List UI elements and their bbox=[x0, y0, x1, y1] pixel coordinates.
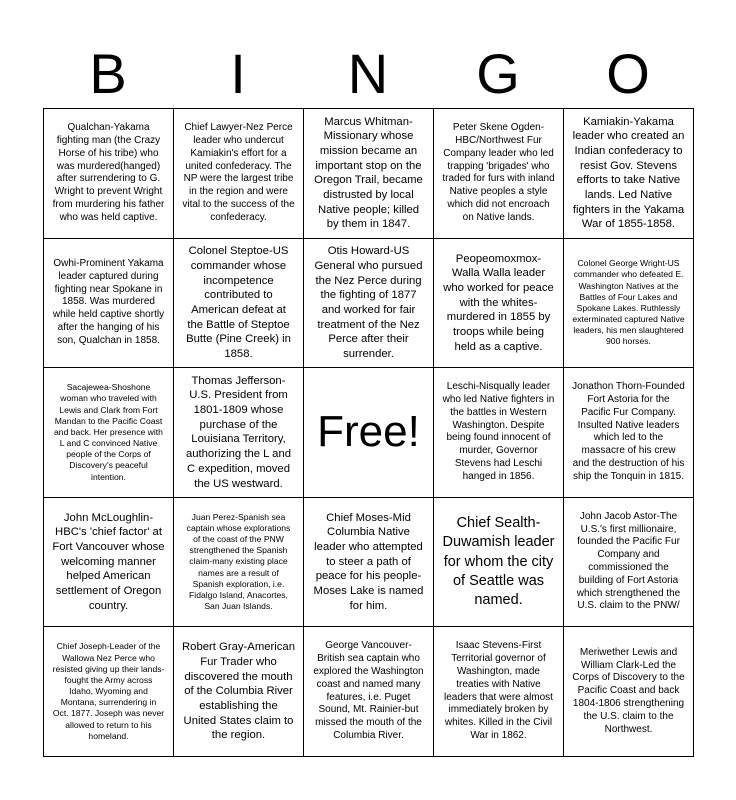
bingo-cell[interactable] bbox=[44, 239, 174, 369]
cell-text: Owhi-Prominent Yakama leader captured during fighting near Spokane in 1858. Was murdered while held captive shortly after the hanging of his son, Qualchan in 1858. bbox=[52, 258, 165, 346]
bingo-cell[interactable] bbox=[44, 498, 174, 628]
cell-text: Otis Howard-US General who pursued the Nez Perce during the fighting of 1877 and worked for fair treatment of the Nez Perce after their surrender. bbox=[314, 245, 423, 360]
header-letter-b: B bbox=[89, 42, 127, 105]
cell-text: Chief Joseph-Leader of the Wallowa Nez Perce who resisted giving up their lands-fought the Army across Idaho, Wyoming and Montana, surrendering in Oct. 1877. Joseph was never allowed to return to his homeland. bbox=[52, 641, 165, 741]
bingo-cell[interactable] bbox=[44, 109, 174, 239]
bingo-cell[interactable] bbox=[434, 498, 564, 628]
bingo-board bbox=[43, 108, 694, 757]
cell-text: George Vancouver-British sea captain who explored the Washington coast and named many features, i.e. Puget Sound, Mt. Rainier-but missed the mouth of the Columbia River. bbox=[313, 640, 424, 742]
bingo-cell[interactable] bbox=[564, 239, 694, 369]
bingo-cell[interactable] bbox=[174, 368, 304, 498]
cell-text: Chief Lawyer-Nez Perce leader who undercut Kamiakin's effort for a united confederacy. The NP were the largest tribe in the region and were vital to the success of the confederacy. bbox=[182, 122, 295, 223]
header-letter-n: N bbox=[347, 42, 389, 105]
header-letter-i: I bbox=[230, 42, 246, 105]
free-space-label: Free! bbox=[317, 407, 420, 457]
bingo-cell[interactable] bbox=[434, 109, 564, 239]
bingo-cell[interactable] bbox=[304, 239, 434, 369]
cell-text: Leschi-Nisqually leader who led Native fighters in the battles in Western Washington. Despite being found innocent of murder, Governor Stevens had Leschi hanged in 1856. bbox=[442, 381, 555, 482]
cell-text: Chief Sealth-Duwamish leader for whom the city of Seattle was named. bbox=[442, 515, 555, 608]
cell-text: Colonel Steptoe-US commander whose incompetence contributed to American defeat at the Battle of Steptoe Butte (Pine Creek) in 1858. bbox=[186, 245, 291, 360]
header-letter-o: O bbox=[606, 42, 650, 105]
bingo-cell[interactable] bbox=[304, 109, 434, 239]
bingo-cell[interactable] bbox=[564, 627, 694, 757]
cell-text: Peter Skene Ogden-HBC/Northwest Fur Company leader who led trapping 'brigades' who traded for furs with inland Native peoples a style which did not encroach on Native lands. bbox=[442, 122, 555, 223]
cell-text: Isaac Stevens-First Territorial governor of Washington, made treaties with Native leaders that were almost immediately broken by whites. Killed in the Civil War in 1862. bbox=[444, 640, 553, 742]
bingo-cell[interactable] bbox=[174, 109, 304, 239]
bingo-cell[interactable] bbox=[434, 239, 564, 369]
cell-text: Colonel George Wright-US commander who defeated E. Washington Natives at the Battles of Four Lakes and Spokane Lakes. Ruthlessly exterminated captured Native leaders, his men slaughtered 900 horses. bbox=[572, 258, 685, 347]
bingo-cell[interactable] bbox=[174, 627, 304, 757]
bingo-cell[interactable] bbox=[44, 627, 174, 757]
bingo-cell[interactable] bbox=[564, 109, 694, 239]
bingo-cell[interactable] bbox=[434, 627, 564, 757]
cell-text: John McLoughlin-HBC's 'chief factor' at Fort Vancouver whose welcoming manner helped American settlement of Oregon country. bbox=[52, 511, 165, 612]
cell-text: Marcus Whitman-Missionary whose mission became an important stop on the Oregon Trail, became distrusted by local Native people; killed by them in 1847. bbox=[314, 115, 423, 231]
bingo-cell[interactable] bbox=[434, 368, 564, 498]
cell-text: Kamiakin-Yakama leader who created an Indian confederacy to resist Gov. Stevens efforts to take Native lands. Led Native fighters in the Yakama War of 1855-1858. bbox=[572, 115, 685, 231]
bingo-cell[interactable] bbox=[304, 498, 434, 628]
bingo-cell[interactable] bbox=[564, 498, 694, 628]
header-letter-g: G bbox=[476, 42, 520, 105]
bingo-cell[interactable] bbox=[44, 368, 174, 498]
cell-text: Thomas Jefferson-U.S. President from 1801-1809 whose purchase of the Louisiana Territory, authorizing the L and C expedition, moved the US westward. bbox=[185, 374, 292, 490]
bingo-cell[interactable] bbox=[174, 239, 304, 369]
cell-text: Meriwether Lewis and William Clark-Led the Corps of Discovery to the Pacific Coast and back 1804-1806 strengthening the U.S. claim to the Northwest. bbox=[572, 646, 685, 735]
free-space-cell[interactable] bbox=[304, 368, 434, 498]
bingo-cell[interactable] bbox=[564, 368, 694, 498]
cell-text: John Jacob Astor-The U.S.'s first millionaire, founded the Pacific Fur Company and commissioned the building of Fort Astoria which strengthened the U.S. claim to the PNW/ bbox=[576, 510, 681, 612]
cell-text: Juan Perez-Spanish sea captain whose explorations of the coast of the PNW strengthened the Spanish claim-many existing place names are a result of Spanish exploration, i.e. Fidalgo Island, Anacortes, San Juan Islands. bbox=[186, 511, 291, 612]
cell-text: Jonathon Thorn-Founded Fort Astoria for the Pacific Fur Company. Insulted Native leaders which led to the massacre of his crew and the destruction of his ship the Tonquin in 1815. bbox=[572, 381, 685, 482]
cell-text: Qualchan-Yakama fighting man (the Crazy Horse of his tribe) who was murdered(hanged) after surrendering to G. Wright to prevent Wright from murdering his father who was held captive. bbox=[52, 122, 165, 223]
cell-text: Chief Moses-Mid Columbia Native leader who attempted to steer a path of peace for his people-Moses Lake is named for him. bbox=[313, 511, 424, 612]
cell-text: Sacajewea-Shoshone woman who traveled with Lewis and Clark from Fort Mandan to the Pacific Coast and back. Her presence with L and C convinced Native people of the Corps of Discovery's peaceful intention. bbox=[54, 382, 163, 482]
bingo-cell[interactable] bbox=[174, 498, 304, 628]
cell-text: Robert Gray-American Fur Trader who discovered the mouth of the Columbia River establishing the United States claim to the region. bbox=[182, 641, 296, 742]
bingo-header bbox=[43, 40, 693, 108]
cell-text: Peopeomoxmox-Walla Walla leader who worked for peace with the whites-murdered in 1855 by troops while being held as a captive. bbox=[443, 252, 554, 353]
bingo-cell[interactable] bbox=[304, 627, 434, 757]
